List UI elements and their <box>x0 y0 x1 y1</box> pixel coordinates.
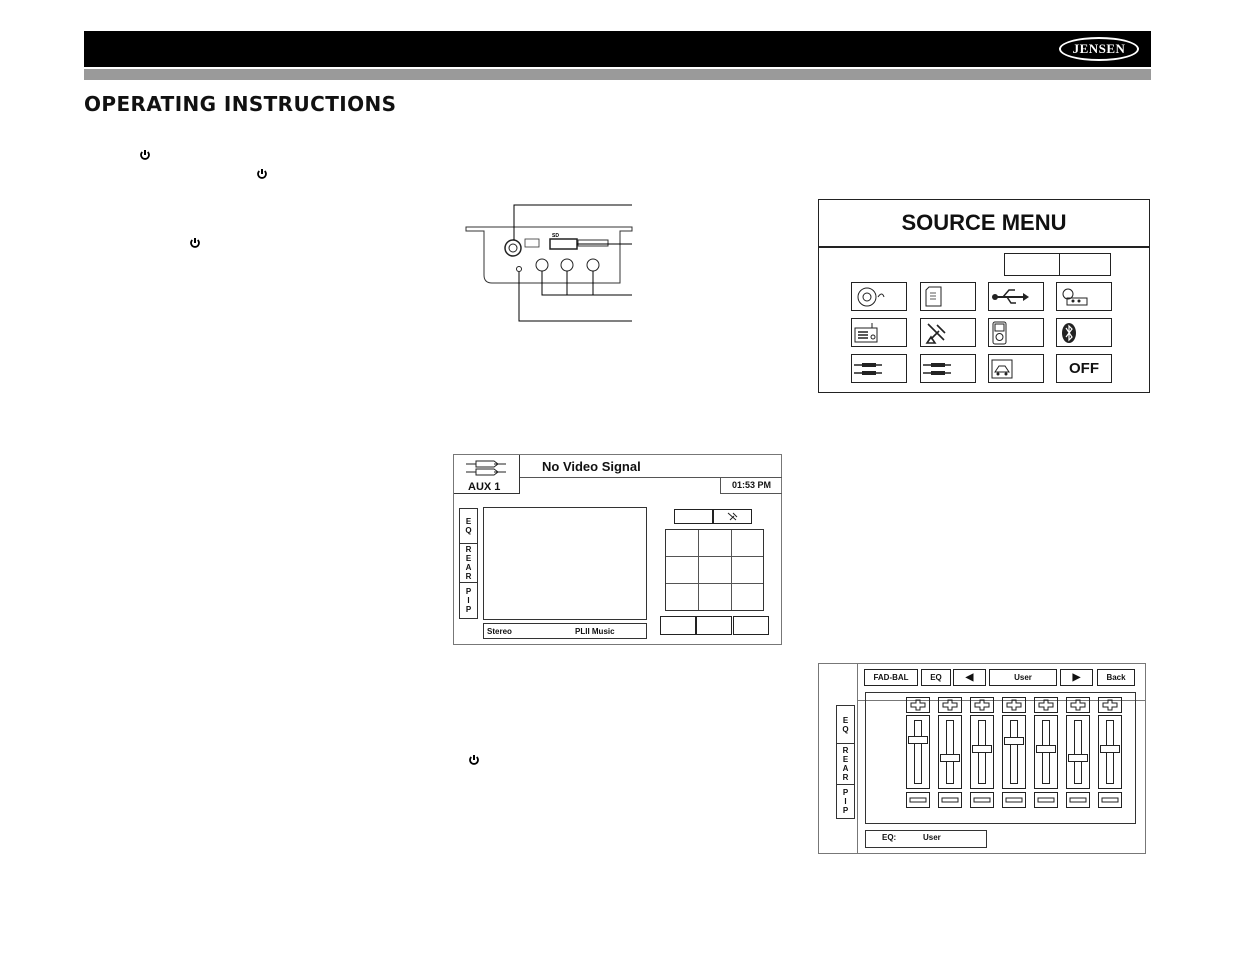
disc-icon <box>852 283 906 310</box>
eq-band-down-button[interactable] <box>970 792 994 808</box>
plus-icon <box>1099 698 1121 712</box>
aux-screen <box>453 454 782 645</box>
eq-band-up-button[interactable] <box>1098 697 1122 713</box>
minus-icon <box>1003 793 1025 807</box>
audio-status-bar <box>483 623 647 639</box>
minus-icon <box>907 793 929 807</box>
eq-band-down-button[interactable] <box>1098 792 1122 808</box>
slider-groove <box>1010 720 1018 784</box>
svg-text:SD: SD <box>552 233 559 239</box>
aux-cable-icon <box>921 355 975 382</box>
next-preset-button[interactable]: ▶ <box>1060 669 1093 686</box>
fad-bal-button[interactable]: FAD-BAL <box>864 669 918 686</box>
eq-status-value: User <box>923 833 941 842</box>
eq-band-up-button[interactable] <box>970 697 994 713</box>
tab-eq-label: E Q <box>842 715 849 734</box>
eq-status-label: EQ: <box>882 833 897 842</box>
audio-mode: Stereo <box>487 627 512 636</box>
page-title: OPERATING INSTRUCTIONS <box>84 92 397 116</box>
aux-cable-icon <box>852 355 906 382</box>
slider-groove <box>1074 720 1082 784</box>
plus-icon <box>1003 698 1025 712</box>
eq-band-slider[interactable] <box>970 715 994 789</box>
tab-eq-label: E Q <box>465 517 472 535</box>
tab-eq[interactable] <box>836 705 855 744</box>
usb-source-button[interactable] <box>988 282 1044 311</box>
plus-icon <box>971 698 993 712</box>
header-underline <box>84 69 1151 80</box>
minus-icon <box>939 793 961 807</box>
eq-band-slider[interactable] <box>938 715 962 789</box>
source-menu <box>818 199 1150 393</box>
tab-rear-label: R E A R <box>465 545 472 581</box>
eq-band-up-button[interactable] <box>1002 697 1026 713</box>
usb-icon <box>989 283 1043 310</box>
eq-status-bar <box>865 830 987 848</box>
radio-icon <box>852 319 906 346</box>
slider-knob[interactable] <box>940 754 960 762</box>
slider-knob[interactable] <box>1004 737 1024 745</box>
eq-band-up-button[interactable] <box>906 697 930 713</box>
plus-icon <box>1035 698 1057 712</box>
eq-band-up-button[interactable] <box>1034 697 1058 713</box>
eq-band-down-button[interactable] <box>906 792 930 808</box>
ipod-source-button[interactable] <box>988 318 1044 347</box>
sd-source-button[interactable] <box>920 282 976 311</box>
slider-knob[interactable] <box>1100 745 1120 753</box>
tv-icon <box>1057 283 1111 310</box>
eq-band-up-button[interactable] <box>1066 697 1090 713</box>
slider-knob[interactable] <box>908 736 928 744</box>
plus-icon <box>907 698 929 712</box>
source-page-button[interactable] <box>1059 253 1111 276</box>
eq-sliders-panel <box>865 692 1136 824</box>
tab-pip[interactable] <box>836 784 855 819</box>
tab-rear-label: R E A R <box>842 746 849 782</box>
preset-display: User <box>989 669 1057 686</box>
aux-cable-icon <box>464 458 508 478</box>
bluetooth-source-button[interactable] <box>1056 318 1112 347</box>
tab-rear[interactable] <box>459 543 478 583</box>
slider-knob[interactable] <box>1036 745 1056 753</box>
minus-icon <box>971 793 993 807</box>
divider <box>857 664 858 854</box>
back-button[interactable]: Back <box>1097 669 1135 686</box>
eq-band-down-button[interactable] <box>1034 792 1058 808</box>
jensen-logo: JENSEN <box>1059 37 1139 61</box>
status-text: No Video Signal <box>542 459 641 474</box>
mute-icon <box>714 510 751 523</box>
control-button[interactable] <box>696 616 732 635</box>
slider-knob[interactable] <box>972 745 992 753</box>
source-menu-title: SOURCE MENU <box>819 200 1149 248</box>
eq-band-slider[interactable] <box>906 715 930 789</box>
eq-button[interactable]: EQ <box>921 669 951 686</box>
control-button[interactable] <box>733 616 769 635</box>
radio-source-button[interactable] <box>851 318 907 347</box>
eq-band-slider[interactable] <box>1002 715 1026 789</box>
front-panel-diagram <box>464 195 636 325</box>
eq-band-up-button[interactable] <box>938 697 962 713</box>
tab-pip-label: P I P <box>465 587 472 614</box>
satellite-icon <box>921 319 975 346</box>
aux1-source-button[interactable] <box>851 354 907 383</box>
eq-band-slider[interactable] <box>1098 715 1122 789</box>
control-button[interactable] <box>660 616 696 635</box>
eq-band-down-button[interactable] <box>1002 792 1026 808</box>
source-label: AUX 1 <box>468 481 501 493</box>
eq-band-slider[interactable] <box>1066 715 1090 789</box>
header-bar <box>84 31 1151 67</box>
ipod-icon <box>989 319 1043 346</box>
plus-icon <box>1067 698 1089 712</box>
tab-pip[interactable] <box>459 582 478 619</box>
camera-source-button[interactable] <box>988 354 1044 383</box>
eq-band-down-button[interactable] <box>938 792 962 808</box>
pl-mode: PLII Music <box>575 627 615 636</box>
tab-eq[interactable] <box>459 508 478 544</box>
slider-groove <box>946 720 954 784</box>
source-page-button[interactable] <box>1004 253 1060 276</box>
power-icon <box>189 237 201 249</box>
minus-icon <box>1067 793 1089 807</box>
eq-screen <box>818 663 1146 854</box>
slider-knob[interactable] <box>1068 754 1088 762</box>
power-icon <box>139 149 151 161</box>
tab-rear[interactable] <box>836 743 855 785</box>
mute-button[interactable] <box>713 509 752 524</box>
minus-icon <box>1099 793 1121 807</box>
clock: 01:53 PM <box>720 477 782 494</box>
sd-card-icon <box>921 283 975 310</box>
tab-pip-label: P I P <box>842 788 849 815</box>
power-icon <box>468 754 480 766</box>
blank-button[interactable] <box>674 509 713 524</box>
bluetooth-icon <box>1057 319 1111 346</box>
keypad-grid <box>665 529 764 611</box>
aux2-source-button[interactable] <box>920 354 976 383</box>
satellite-source-button[interactable] <box>920 318 976 347</box>
eq-band-slider[interactable] <box>1034 715 1058 789</box>
power-icon <box>256 168 268 180</box>
source-icon-area <box>454 455 520 494</box>
video-area <box>483 507 647 620</box>
slider-groove <box>914 720 922 784</box>
prev-preset-button[interactable]: ◀ <box>953 669 986 686</box>
minus-icon <box>1035 793 1057 807</box>
off-button[interactable]: OFF <box>1056 354 1112 383</box>
eq-band-down-button[interactable] <box>1066 792 1090 808</box>
camera-icon <box>989 355 1043 382</box>
plus-icon <box>939 698 961 712</box>
disc-source-button[interactable] <box>851 282 907 311</box>
tv-source-button[interactable] <box>1056 282 1112 311</box>
